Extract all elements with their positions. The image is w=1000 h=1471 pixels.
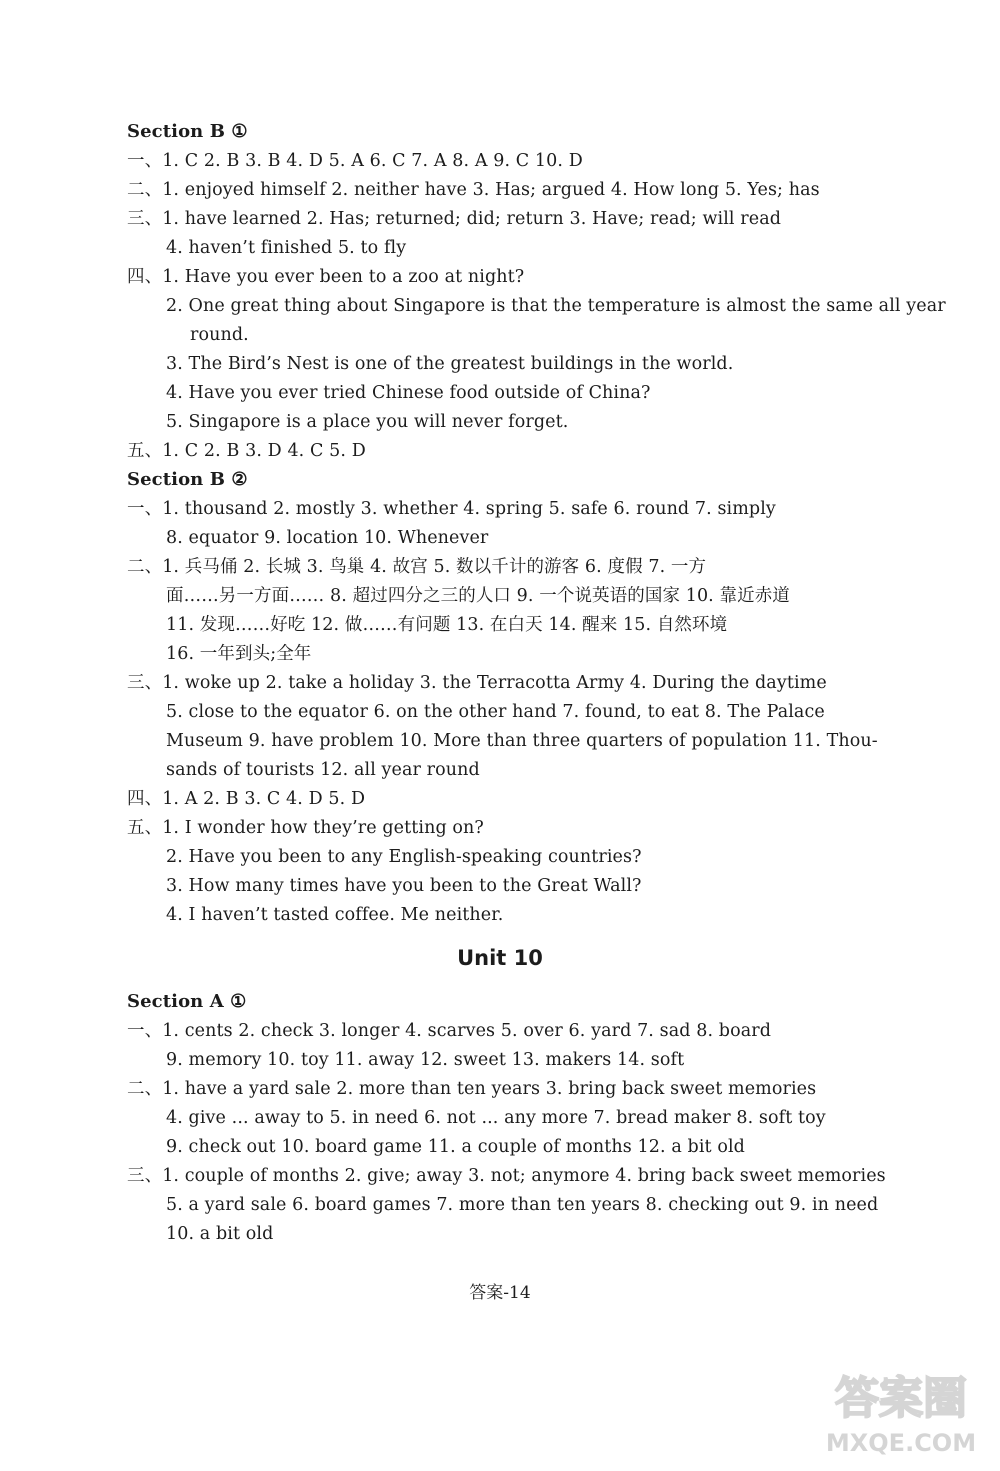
section-b2-q3b: 5. close to the equator 6. on the other hand 7. found, to eat 8. The Palace [166,702,825,722]
section-a1-q3c: 10. a bit old [166,1224,274,1244]
watermark-text: 答案圈 [835,1373,967,1424]
section-b1-q4-1: 四、1. Have you ever been to a zoo at night? [127,267,525,287]
section-a1-q1b: 9. memory 10. toy 11. away 12. sweet 13. makers 14. soft [166,1050,685,1070]
section-b2-q2c: 11. 发现……好吃 12. 做……有问题 13. 在白天 14. 醒来 15. 自然环境 [166,615,728,635]
section-b1-q4-4: 4. Have you ever tried Chinese food outside of China? [166,383,651,403]
section-a1-q3a: 三、1. couple of months 2. give; away 3. not; anymore 4. bring back sweet memories [127,1166,886,1186]
page-number: 答案-14 [469,1283,531,1303]
section-b2-q2a: 二、1. 兵马俑 2. 长城 3. 鸟巢 4. 故宫 5. 数以千计的游客 6. 度假 7. 一方 [127,557,707,577]
section-b1-q1: 一、1. C 2. B 3. B 4. D 5. A 6. C 7. A 8. A 9. C 10. D [127,151,583,171]
section-b1-q4-2a: 2. One great thing about Singapore is that the temperature is almost the same all year [166,296,946,316]
section-b1-q4-5: 5. Singapore is a place you will never forget. [166,412,569,432]
section-b1-q2: 二、1. enjoyed himself 2. neither have 3. Has; argued 4. How long 5. Yes; has [127,180,820,200]
watermark-logo [816,1343,986,1463]
section-b2-q3d: sands of tourists 12. all year round [166,760,480,780]
section-b1-q3b: 4. haven’t finished 5. to fly [166,238,407,258]
section-b2-q3c: Museum 9. have problem 10. More than three quarters of population 11. Thou- [166,731,878,751]
section-b1-q4-3: 3. The Bird’s Nest is one of the greatest buildings in the world. [166,354,734,374]
section-b2-q5-1: 五、1. I wonder how they’re getting on? [127,818,484,838]
section-a1-q3b: 5. a yard sale 6. board games 7. more than ten years 8. checking out 9. in need [166,1195,879,1215]
section-b2-title: Section B ② [127,469,248,490]
section-b1-title: Section B ① [127,121,248,142]
watermark-url: MXQE.COM [825,1429,977,1457]
section-a1-q2c: 9. check out 10. board game 11. a couple of months 12. a bit old [166,1137,745,1157]
section-b2-q3a: 三、1. woke up 2. take a holiday 3. the Terracotta Army 4. During the daytime [127,673,827,693]
section-a1-q2b: 4. give ... away to 5. in need 6. not ... any more 7. bread maker 8. soft toy [166,1108,826,1128]
unit-title: Unit 10 [457,946,543,970]
section-b2-q4: 四、1. A 2. B 3. C 4. D 5. D [127,789,366,809]
section-a1-title: Section A ① [127,991,247,1012]
section-a1-q2a: 二、1. have a yard sale 2. more than ten years 3. bring back sweet memories [127,1079,817,1099]
section-b1-q5: 五、1. C 2. B 3. D 4. C 5. D [127,441,366,461]
section-b2-q5-4: 4. I haven’t tasted coffee. Me neither. [166,905,504,925]
section-b2-q5-3: 3. How many times have you been to the Great Wall? [166,876,642,896]
section-a1-q1a: 一、1. cents 2. check 3. longer 4. scarves 5. over 6. yard 7. sad 8. board [127,1021,772,1041]
section-b2-q1b: 8. equator 9. location 10. Whenever [166,528,489,548]
section-b1-q4-2b: round. [190,325,249,345]
section-b2-q2b: 面……另一方面…… 8. 超过四分之三的人口 9. 一个说英语的国家 10. 靠近赤道 [166,586,790,606]
section-b1-q3a: 三、1. have learned 2. Has; returned; did; return 3. Have; read; will read [127,209,782,229]
section-b2-q5-2: 2. Have you been to any English-speaking countries? [166,847,642,867]
section-b2-q1a: 一、1. thousand 2. mostly 3. whether 4. spring 5. safe 6. round 7. simply [127,499,776,519]
section-b2-q2d: 16. 一年到头;全年 [166,644,312,664]
